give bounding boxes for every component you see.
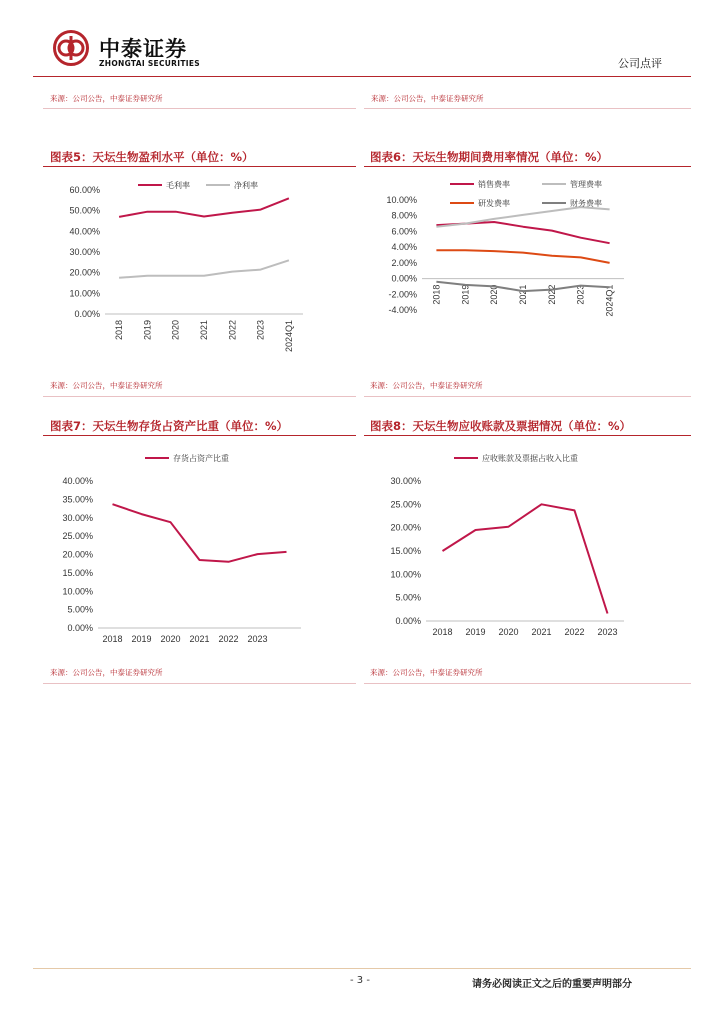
y-tick-label: 4.00%: [391, 242, 417, 253]
y-tick-label: 0.00%: [67, 623, 93, 633]
series-line-2: [436, 207, 609, 227]
legend-label-1: 销售费率: [478, 180, 510, 189]
company-logo-icon: [53, 30, 89, 66]
y-tick-label: -2.00%: [388, 289, 417, 300]
legend-label-4: 财务费率: [570, 199, 602, 208]
y-tick-label: 15.00%: [62, 567, 93, 578]
y-tick-label: 35.00%: [62, 494, 93, 505]
y-tick-label: 10.00%: [62, 586, 93, 597]
y-tick-label: 20.00%: [62, 549, 93, 560]
y-tick-label: 0.00%: [395, 616, 421, 626]
figure-7-source: 来源：公司公告，中泰证券研究所: [50, 668, 163, 677]
figure-8-rule: [364, 435, 691, 436]
y-tick-label: 15.00%: [390, 546, 421, 556]
figure-8-source: 来源：公司公告，中泰证券研究所: [370, 668, 483, 677]
figure-6-title: 图表6：天坛生物期间费用率情况（单位：%）: [370, 150, 609, 164]
x-tick-label: 2021: [199, 320, 209, 341]
x-tick-label: 2022: [564, 627, 585, 637]
series-line-1: [119, 198, 289, 217]
x-tick-label: 2019: [460, 284, 471, 305]
disclaimer-note: 请务必阅读正文之后的重要声明部分: [472, 979, 632, 990]
x-tick-label: 2020: [489, 284, 500, 305]
y-tick-label: 5.00%: [67, 604, 93, 615]
series-line-1: [443, 504, 608, 613]
top-source-rule-right: [364, 108, 691, 109]
x-tick-label: 2023: [255, 320, 266, 341]
figure-6-source: 来源：公司公告，中泰证券研究所: [370, 381, 483, 390]
legend-label-1: 存货占资产比重: [173, 454, 229, 463]
figure-8-chart: [364, 440, 691, 655]
figure-5-chart: [43, 170, 356, 370]
top-source-rule-left: [43, 108, 356, 109]
legend-label-1: 毛利率: [166, 181, 190, 190]
figure-7-source-rule: [43, 683, 356, 684]
x-tick-label: 2023: [597, 627, 618, 637]
x-tick-label: 2019: [465, 627, 486, 637]
y-tick-label: 10.00%: [386, 195, 417, 205]
legend-label-1: 应收账款及票据占收入比重: [482, 454, 578, 463]
y-tick-label: 30.00%: [390, 476, 421, 486]
figure-6-chart: [364, 170, 691, 370]
series-line-3: [436, 250, 609, 263]
y-tick-label: 0.00%: [391, 273, 417, 284]
x-tick-label: 2018: [432, 627, 453, 637]
x-tick-label: 2020: [160, 634, 181, 644]
figure-5-title: 图表5：天坛生物盈利水平（单位：%）: [50, 150, 254, 164]
y-tick-label: 30.00%: [69, 247, 100, 257]
x-tick-label: 2022: [546, 284, 557, 305]
company-name-en: ZHONGTAI SECURITIES: [99, 59, 200, 68]
x-tick-label: 2023: [247, 634, 268, 644]
top-source-right: 来源：公司公告，中泰证券研究所: [371, 94, 484, 103]
figure-5-rule: [43, 166, 356, 167]
y-tick-label: 10.00%: [390, 569, 421, 580]
x-tick-label: 2018: [102, 634, 123, 644]
x-tick-label: 2021: [518, 284, 528, 305]
y-tick-label: 0.00%: [74, 309, 100, 319]
y-tick-label: 25.00%: [390, 499, 421, 510]
x-tick-label: 2019: [142, 320, 153, 341]
x-tick-label: 2018: [431, 284, 442, 305]
figure-5-source-rule: [43, 396, 356, 397]
figure-7-rule: [43, 435, 356, 436]
y-tick-label: 30.00%: [62, 512, 93, 523]
figure-8-title: 图表8：天坛生物应收账款及票据情况（单位：%）: [370, 419, 632, 433]
x-tick-label: 2020: [498, 627, 519, 637]
legend-label-2: 净利率: [234, 181, 258, 190]
y-tick-label: 40.00%: [62, 476, 93, 486]
page-number: - 3 -: [350, 975, 370, 986]
x-tick-label: 2019: [131, 634, 152, 644]
y-tick-label: 2.00%: [391, 257, 417, 268]
figure-6-source-rule: [364, 396, 691, 397]
x-tick-label: 2021: [189, 634, 210, 644]
x-tick-label: 2024Q1: [283, 320, 294, 353]
figure-8-source-rule: [364, 683, 691, 684]
y-tick-label: 25.00%: [62, 531, 93, 542]
y-tick-label: 10.00%: [69, 288, 100, 299]
x-tick-label: 2020: [170, 320, 181, 341]
y-tick-label: 20.00%: [69, 267, 100, 278]
report-type: 公司点评: [618, 57, 662, 70]
company-name-cn: 中泰证券: [99, 37, 187, 61]
footer-rule: [33, 968, 691, 969]
y-tick-label: 5.00%: [395, 592, 421, 603]
figure-5-source: 来源：公司公告，中泰证券研究所: [50, 381, 163, 390]
header-rule: [33, 76, 691, 77]
y-tick-label: -4.00%: [388, 305, 417, 315]
x-tick-label: 2022: [227, 320, 238, 341]
figure-7-title: 图表7：天坛生物存货占资产比重（单位：%）: [50, 419, 289, 433]
x-tick-label: 2023: [575, 284, 586, 305]
figure-7-chart: [43, 440, 356, 655]
y-tick-label: 8.00%: [391, 210, 417, 221]
x-tick-label: 2021: [531, 627, 552, 637]
header: [0, 0, 724, 80]
x-tick-label: 2018: [114, 320, 125, 341]
series-line-1: [436, 222, 609, 243]
legend-label-2: 管理费率: [570, 180, 602, 189]
y-tick-label: 20.00%: [390, 522, 421, 533]
y-tick-label: 40.00%: [69, 226, 100, 237]
x-tick-label: 2024Q1: [604, 284, 615, 317]
top-source-left: 来源：公司公告，中泰证券研究所: [50, 94, 163, 103]
series-line-1: [113, 504, 287, 562]
legend-label-3: 研发费率: [478, 199, 510, 208]
figure-6-rule: [364, 166, 691, 167]
x-tick-label: 2022: [218, 634, 239, 644]
y-tick-label: 6.00%: [391, 226, 417, 237]
series-line-2: [119, 260, 289, 278]
y-tick-label: 60.00%: [69, 185, 100, 195]
y-tick-label: 50.00%: [69, 205, 100, 216]
